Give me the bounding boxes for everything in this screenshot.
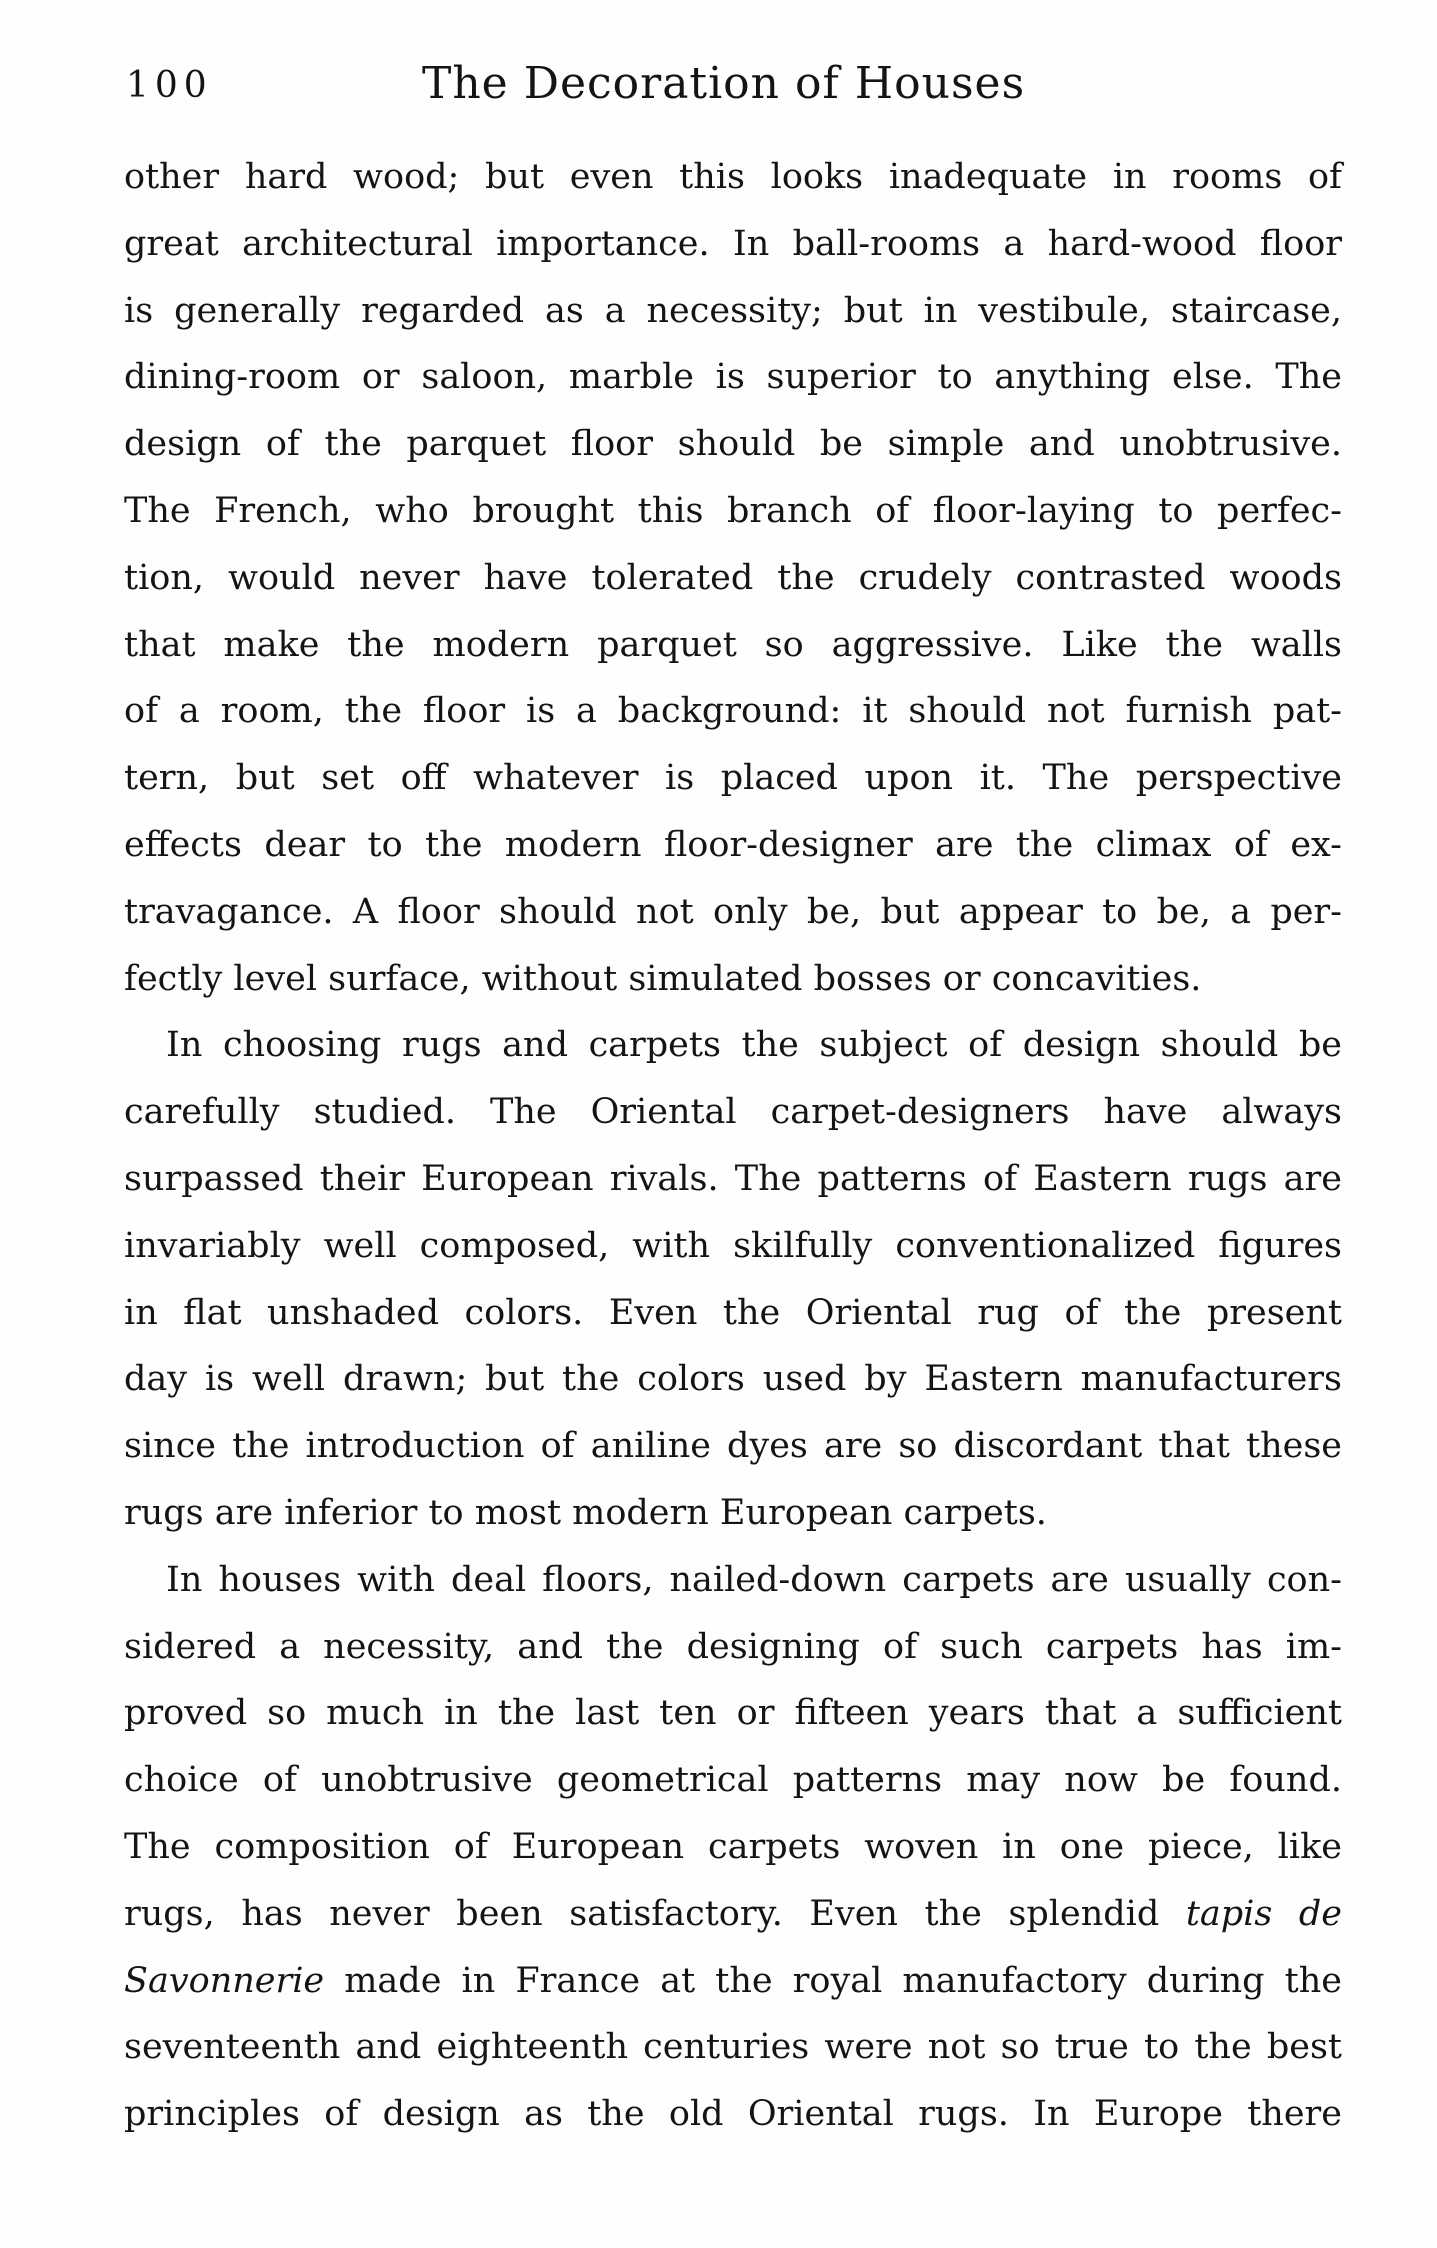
- text-line: since the introduction of aniline dyes are so discordant that these: [124, 1426, 1342, 1467]
- text-line: The French, who brought this branch of floor-laying to perfec-: [124, 490, 1342, 531]
- text-line: proved so much in the last ten or fifteen years that a sufficient: [124, 1693, 1342, 1734]
- text-line: invariably well composed, with skilfully conventionalized figures: [124, 1225, 1342, 1266]
- page-number: 100: [126, 65, 213, 106]
- text-line: In choosing rugs and carpets the subject of design should be: [166, 1025, 1342, 1066]
- paragraph-1: [124, 157, 1342, 1025]
- running-title: The Decoration of Houses: [422, 58, 1026, 109]
- paragraph-2: [124, 1025, 1342, 1559]
- text-line: surpassed their European rivals. The patterns of Eastern rugs are: [124, 1158, 1342, 1199]
- text-run: made in France at the royal manufactory during the: [324, 1960, 1342, 2001]
- text-line: rugs are inferior to most modern European carpets.: [124, 1492, 1047, 1533]
- paragraph-3: [124, 1560, 1342, 2161]
- text-run: rugs, has never been satisfactory. Even the splendid: [124, 1893, 1186, 1934]
- italic-term: Savonnerie: [124, 1960, 325, 2001]
- text-line: dining-room or saloon, marble is superior to anything else. The: [124, 357, 1342, 398]
- text-line-with-italic: [124, 1961, 1342, 2028]
- text-line-with-italic: [124, 1894, 1342, 1961]
- text-line: design of the parquet floor should be simple and unobtrusive.: [124, 424, 1342, 465]
- page-header: [126, 58, 1341, 118]
- text-line: great architectural importance. In ball-rooms a hard-wood floor: [124, 223, 1342, 264]
- text-line: fectly level surface, without simulated bosses or concavities.: [124, 958, 1202, 999]
- text-line: of a room, the floor is a background: it should not furnish pat-: [124, 691, 1342, 732]
- text-line: tion, would never have tolerated the crudely contrasted woods: [124, 557, 1342, 598]
- text-line: in flat unshaded colors. Even the Oriental rug of the present: [124, 1292, 1342, 1333]
- text-line: tern, but set off whatever is placed upon it. The perspective: [124, 758, 1342, 799]
- text-line: seventeenth and eighteenth centuries were not so true to the best: [124, 2027, 1342, 2068]
- italic-term: tapis de: [1185, 1893, 1342, 1934]
- text-line: principles of design as the old Oriental rugs. In Europe there: [124, 2094, 1342, 2135]
- text-line: that make the modern parquet so aggressive. Like the walls: [124, 624, 1342, 665]
- text-line: day is well drawn; but the colors used by Eastern manufacturers: [124, 1359, 1342, 1400]
- text-line: choice of unobtrusive geometrical patterns may now be found.: [124, 1760, 1342, 1801]
- text-line: effects dear to the modern floor-designer are the climax of ex-: [124, 824, 1342, 865]
- text-line: other hard wood; but even this looks inadequate in rooms of: [124, 157, 1342, 197]
- text-line: travagance. A floor should not only be, but appear to be, a per-: [124, 891, 1342, 932]
- body-text: [124, 157, 1342, 2161]
- text-line: The composition of European carpets woven in one piece, like: [124, 1826, 1342, 1867]
- text-line: is generally regarded as a necessity; but in vestibule, staircase,: [124, 290, 1342, 331]
- text-line: sidered a necessity, and the designing of such carpets has im-: [124, 1626, 1342, 1667]
- text-line: carefully studied. The Oriental carpet-designers have always: [124, 1092, 1342, 1133]
- text-line: In houses with deal floors, nailed-down carpets are usually con-: [166, 1559, 1342, 1600]
